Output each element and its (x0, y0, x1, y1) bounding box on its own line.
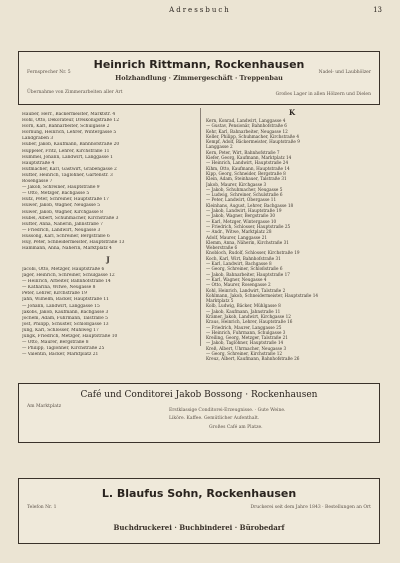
ad-blaufus-right-note: Druckerei seit dem Jahre 1843 · Bestellungen an Ort (250, 505, 371, 510)
list-item: Kehr, Karl, Bahnarbeiter, Neugasse 12 (206, 128, 288, 134)
list-item: Kleinhans, August, Lehrer, Bachgasse 18 (206, 202, 294, 208)
list-item: Jäger, Heinrich, Schreiner, Schulgasse 12 (22, 273, 115, 279)
list-item: — Jakob, Schuhmacher, Neugasse 5 (206, 186, 283, 192)
ad-rittmann-phone: Fernsprecher Nr. 5 (27, 70, 71, 75)
list-item: Kern, Konrad, Landwirt, Langgasse 4 (206, 118, 286, 123)
list-item: Horn, Karl, Bahnarbeiter, Schulgasse 2 (22, 124, 110, 130)
list-item: Huwer, Jakob, Wagner, Kirchgasse 8 (22, 209, 103, 215)
running-header (0, 6, 400, 18)
list-item: — Katharina, Witwe, Neugasse 8 (22, 285, 96, 291)
list-item: Kipp, Georg, Schneider, Bergstraße 8 (206, 170, 286, 176)
list-item: — Friedrich, Landwirt, Neugasse 3 (22, 227, 101, 233)
list-item: — Jakob, Taglöhner, Hauptstraße 14 (206, 340, 284, 346)
list-item: — Jakob, Schreiner, Hauptstraße 9 (22, 185, 100, 191)
list-item: Kreuz, Albert, Kaufmann, Bahnhofstraße 26 (206, 356, 300, 362)
list-item: — Jakob, Bahnarbeiter, Hauptstraße 17 (206, 271, 290, 277)
list-item: Kempf, Adolf, Bäckermeister, Hauptstraße 9 (206, 139, 300, 145)
list-item: Kreß, Albert, Uhrmacher, Neugasse 3 (206, 345, 287, 351)
list-item: Huy, Peter, Schneidermeister, Hauptstraße 13 (22, 239, 125, 245)
list-item: — Gustav, Pensionär, Bahnhofstraße 6 (206, 123, 287, 129)
list-item: — Heinrich, Landwirt, Hauptstraße 24 (206, 160, 289, 166)
list-item: Hauber, Herr., Bäckermeister, Marktstr. 4 (22, 112, 116, 117)
ad-blaufus (18, 478, 380, 544)
section-letter-j: J (106, 255, 110, 264)
list-item: — Johann, Landwirt, Langgasse 15 (22, 303, 100, 309)
list-item: Rosengasse 7 (22, 179, 53, 185)
ad-rittmann (18, 51, 380, 105)
list-item: Kern, Peter, Wirt, Bahnhofstraße 7 (206, 149, 280, 155)
list-item: Klein, Adam, Steinhauer, Talstraße 31 (206, 176, 287, 182)
list-item: Huwer, Jakob, Wagner, Neugasse 5 (22, 203, 101, 209)
list-item: — Heinrich, Fuhrmann, Schulgasse 3 (206, 329, 286, 335)
list-item: Hübel, Albert, Schuhmacher, Kirchstraße 3 (22, 215, 119, 221)
ad-rittmann-right-note: Nadel- und Laubhölzer (318, 70, 371, 75)
column-divider (200, 108, 201, 346)
list-item: Jakobs, Jakob, Kaufmann, Bachgasse 3 (22, 309, 109, 315)
ad-bossong-line3: Großes Café am Platze. (209, 425, 263, 430)
list-item: Langgasse 2 (206, 144, 233, 150)
list-item: — Heinrich, Arbeiter, Bahnhofstraße 14 (22, 279, 111, 285)
ad-blaufus-services: Buchdruckerei · Buchbinderei · Bürobedarf (113, 523, 285, 532)
ad-rittmann-services: Holzhandlung · Zimmergeschäft · Treppenbau (115, 74, 283, 82)
ad-blaufus-phone: Telefon Nr. 1 (27, 505, 57, 510)
list-item: Landgraben 3 (22, 136, 54, 142)
list-item: Hutz, Peter, Schreiner, Hauptstraße 17 (22, 197, 109, 203)
list-item: Hornung, Heinrich, Lehrer, Wintergasse 5 (22, 130, 117, 136)
list-item: Kreiling, Georg, Metzger, Talstraße 21 (206, 335, 288, 341)
ad-blaufus-name: L. Blaufus Sohn, Rockenhausen (101, 487, 297, 500)
column-left-j (22, 267, 194, 358)
list-item: Adolf, Maurer, Langgasse 21 (206, 234, 268, 240)
list-item: Knobloch, Rudolf, Schlosser, Kirchstraße 19 (206, 250, 300, 256)
list-item: — Otto, Maurer, Rosengasse 2 (206, 282, 271, 288)
list-item: Hussong, Karl, Schreiner, Bergstraße 6 (22, 233, 110, 239)
list-item: Jakob, Maurer, Kirchgasse 3 (206, 181, 267, 187)
ad-rittmann-stock-note: Großes Lager in allen Hölzern und Dielen (275, 92, 371, 97)
list-item: — Jakob, Wagner, Bergstraße 30 (206, 213, 276, 219)
list-item: — Friedrich, Schlosser, Hauptstraße 25 (206, 223, 291, 229)
list-item: Jung, Karl, Schlosser, Mühlweg 17 (22, 327, 99, 333)
ad-rittmann-name: Heinrich Rittmann, Rockenhausen (93, 58, 305, 71)
list-item: Hauptstraße 4 (22, 160, 55, 166)
list-item: Jost, Philipp, Schuster, Schloßgasse 13 (22, 321, 109, 327)
list-item: Kolb, Ludwig, Bäcker, Mühlgasse 8 (206, 303, 281, 309)
list-item: Peter, Lehrer, Kirchstraße 19 (22, 291, 87, 297)
list-item: Hütter, Anna, Näherin, Jahnstraße 7 (22, 221, 103, 227)
list-item: — Karl, Metzger, Wintergasse 10 (206, 218, 277, 224)
list-item: Hüppeler, Fritz, Lehrer, Kirchstraße 11 (22, 148, 110, 154)
list-item: Koch, Karl, Wirt, Bahnhofstraße 31 (206, 255, 281, 261)
list-item: Kohl, Heinrich, Landwirt, Talstraße 2 (206, 287, 286, 293)
list-item: — Otto, Maurer, Bergstraße 8 (22, 340, 89, 346)
list-item: Jochem, Adam, Fuhrmann, Talstraße 5 (22, 315, 108, 321)
list-item: — Andr., Witwe, Marktplatz 28 (206, 229, 272, 235)
list-item: — Philipp, Taglöhner, Kirchstraße 25 (22, 346, 105, 352)
list-item: Krämer, Jakob, Landwirt, Kirchgasse 12 (206, 313, 291, 319)
list-item: Kohlmann, Jakob, Schneidermeister, Hauptstraße 14 (206, 292, 319, 298)
list-item: — Karl, Landwirt, Bachgasse 8 (206, 261, 272, 267)
list-item: Hammann, Anna, Näherin, Marktplatz 4 (22, 246, 112, 252)
ad-bossong-line2: Liköre. Kaffee. Gemütlicher Aufenthalt. (169, 416, 260, 421)
list-item: Hutmacher, Karl, Gastwirt, Grabengasse 2 (22, 166, 117, 172)
list-item: — Friedrich, Maurer, Langgasse 25 (206, 324, 282, 330)
list-item: Jungk, Friedrich, Metzger, Hauptstraße 10 (22, 334, 118, 340)
list-item: — Jakob, Kaufmann, Jahnstraße 11 (206, 308, 281, 314)
section-letter-k: K (288, 108, 296, 117)
list-item: Kiefer, Georg, Kaufmann, Marktplatz 14 (206, 155, 292, 161)
ad-bossong-line1: Erstklassige Conditorei-Erzeugnisse. · Gute Weine. (169, 408, 286, 413)
list-item: — Peter, Landwirt, Obergasse 11 (206, 197, 277, 203)
list-item: Jacobi, Otto, Metzger, Hauptstraße 6 (22, 267, 105, 272)
list-item: Hummel, Johann, Landwirt, Langgasse 1 (22, 154, 113, 160)
header-title: Adressbuch (169, 6, 231, 14)
ad-rittmann-left-note: Übernahme von Zimmerarbeiten aller Art (27, 90, 123, 95)
column-right-k (206, 118, 380, 362)
page-number: 13 (373, 6, 382, 14)
list-item: Weberstraße 6 (206, 245, 238, 251)
list-item: — Valentin, Bäcker, Marktplatz 21 (22, 352, 99, 358)
list-item: — Otto, Metzger, Bachgasse 5 (22, 191, 90, 197)
list-item: Kihm, Otto, Kaufmann, Hauptstraße 14 (206, 165, 290, 171)
ad-bossong (18, 383, 380, 443)
list-item: Marktplatz 5 (206, 298, 234, 304)
list-item: Huber, Jakob, Kaufmann, Bahnhofstraße 20 (22, 142, 120, 148)
list-item: — Georg, Schreiner, Schloßstraße 6 (206, 266, 283, 272)
ad-bossong-location: Am Marktplatz (27, 404, 62, 409)
list-item: — Karl, Wagner, Neugasse 4 (206, 276, 267, 282)
list-item: Klemm, Anna, Näherin, Kirchstraße 31 (206, 239, 289, 245)
list-item: — Georg, Schreiner, Kirchstraße 12 (206, 351, 283, 357)
list-item: Jahn, Wilhelm, Bäcker, Hauptstraße 11 (22, 297, 109, 303)
list-item: — Ludwig, Schreiner, Schulstraße 6 (206, 192, 283, 198)
list-item: Hutter, Heinrich, Taglöhner, Gartenstr. 3 (22, 172, 113, 178)
ad-bossong-name: Café und Conditorei Jakob Bossong · Rockenhausen (80, 390, 318, 400)
list-item: Hohl, Otto, Dekorateur, Dreikönigstraße 12 (22, 118, 120, 124)
column-left-h (22, 112, 194, 252)
list-item: — Jakob, Landwirt, Hauptstraße 19 (206, 208, 282, 214)
list-item: Keller, Philipp, Schuhmacher, Kirchstraße 4 (206, 133, 300, 139)
list-item: Kraus, Heinrich, Lehrer, Hauptstraße 16 (206, 319, 293, 325)
